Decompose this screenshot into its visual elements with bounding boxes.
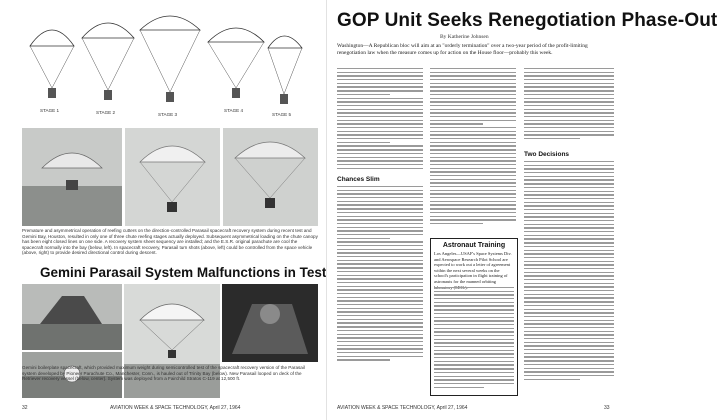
main-headline: GOP Unit Seeks Renegotiation Phase-Out — [337, 10, 717, 31]
photo-recovery-vessel — [222, 284, 318, 362]
descent-right-art — [223, 128, 318, 226]
sidebar-lead: Los Angeles—USAF's Space Systems Div. and Aerospace Research Pilot School are expected to work out a letter of agreement within the next several weeks on the school's participation in flight training of astronauts for the manned orbiting — [434, 251, 512, 284]
photo-parasail-descent-center — [125, 128, 220, 226]
right-page-number: 33 — [604, 405, 610, 411]
photo-parasail-descent-right — [223, 128, 318, 226]
astronaut-training-sidebar — [430, 238, 518, 396]
stage-label-5: STAGE 5 — [272, 112, 292, 117]
parachute-stage-diagram — [22, 8, 307, 126]
parachute-diagram-art — [22, 8, 307, 126]
column-1-text — [337, 68, 423, 171]
stage-label-2: STAGE 2 — [96, 110, 116, 115]
descent-scene-art — [125, 128, 220, 226]
subhead-two-decisions: Two Decisions — [524, 151, 570, 158]
vessel-scene-art — [222, 284, 318, 362]
sidebar-title: Astronaut Training — [442, 242, 506, 249]
sidebar-text — [434, 287, 514, 388]
top-photo-caption: Premature and asymmetrical operation of reefing cutters on the direction-controlled Parasail spacecraft recovery system during recent test and Gemini Bay, Houston, resulted in only one of three chute reefing stages actually deployed. Subsequent asymmetrical loading on the chute canopy has been eight closed lines on one side. A recovery system sheet sequency are installed; and the E.S.R. original parachute are cool the spacecraft normally into the bay (below, left). In spacecraft recovery, Parasail turn shots (above, left) could be controlled from the space vehicle (above, right) to provide desired directional control during descent. — [22, 228, 318, 256]
stage-label-4: STAGE 4 — [224, 108, 244, 113]
subhead-chances-slim: Chances Slim — [337, 176, 380, 183]
deck-scene-art — [22, 284, 122, 350]
column-2-text — [430, 68, 516, 227]
column-3-text-lower — [524, 161, 614, 382]
stage-label-1: STAGE 1 — [40, 108, 60, 113]
column-3-text — [524, 68, 614, 142]
byline: By Katherine Johnsen — [440, 34, 489, 40]
bottom-photo-caption: Gemini boilerplate spacecraft, which provided maximum weight during semicontrolled test of the spacecraft recovery version of the Parasail system developed by Pioneer Parachute Co., Manchester, Conn., is hauled out of Trinity Bay (below). New Parasail looped on deck of the Retriever recovery vessel (below, center). System was deployed from a Fairchild Stratos C-119 at 12,500 ft. — [22, 365, 305, 382]
water-scene-art — [22, 128, 122, 226]
photo-spacecraft-on-deck — [22, 284, 122, 350]
right-page-footer: AVIATION WEEK & SPACE TECHNOLOGY, April 27, 1964 — [337, 405, 468, 411]
column-1-text-lower — [337, 186, 423, 363]
story-headline: Gemini Parasail System Malfunctions in Test — [40, 265, 327, 280]
photo-parasail-in-water — [22, 128, 122, 226]
left-page-footer: AVIATION WEEK & SPACE TECHNOLOGY, April 27, 1964 — [110, 405, 241, 411]
lead-paragraph: Washington—A Republican bloc will aim at an "orderly termination" over a two-year period of the profit-limiting renegotiation law when the measure comes up for action on the House floor—probably this week. — [337, 43, 588, 57]
left-page-number: 32 — [22, 405, 28, 411]
stage-label-3: STAGE 3 — [158, 112, 178, 117]
page-gutter — [326, 0, 327, 420]
